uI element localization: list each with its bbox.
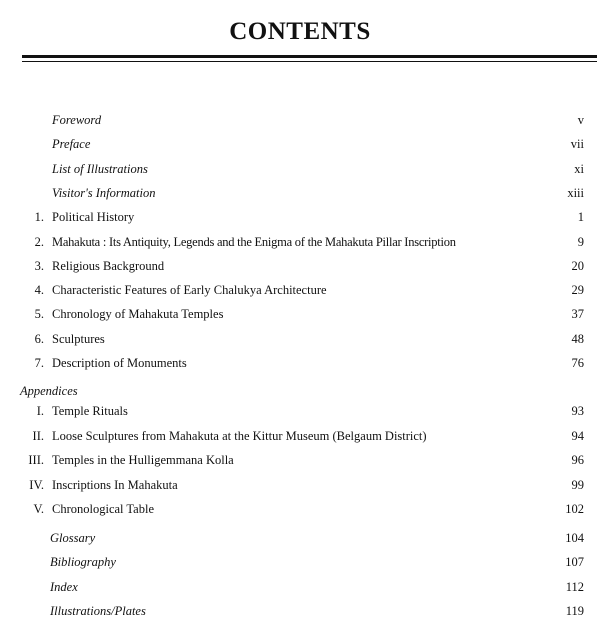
toc-entry-page: 104 xyxy=(565,531,584,545)
toc-appendix-number: IV. xyxy=(29,478,44,492)
toc-chapter-number: 3. xyxy=(34,259,44,273)
toc-entry-label: Preface xyxy=(52,137,91,151)
toc-entry-page: xi xyxy=(574,162,584,176)
toc-chapter-label: Sculptures xyxy=(52,332,105,346)
toc-chapter-page: 29 xyxy=(571,283,584,297)
toc-chapter-label: Characteristic Features of Early Chalukya Architecture xyxy=(52,283,327,297)
toc-entry-label: Visitor's Information xyxy=(52,186,156,200)
title-rule-thick xyxy=(22,55,597,58)
toc-chapter-label: Political History xyxy=(52,210,135,224)
toc-chapter-number: 7. xyxy=(34,356,44,370)
toc-entry-page: vii xyxy=(570,137,584,151)
toc-appendix-label: Temple Rituals xyxy=(52,404,128,418)
toc-entry-preface xyxy=(0,134,600,154)
toc-entry-page: xiii xyxy=(567,186,584,200)
toc-entry-label: Index xyxy=(50,580,78,594)
toc-entry-page: 107 xyxy=(565,555,584,569)
toc-entry-page: 112 xyxy=(565,580,584,594)
toc-entry-label: Illustrations/Plates xyxy=(50,604,146,618)
toc-appendix-number: III. xyxy=(28,453,44,467)
toc-entry-page: 119 xyxy=(565,604,584,618)
toc-chapter-label: Chronology of Mahakuta Temples xyxy=(52,307,224,321)
toc-chapter-page: 20 xyxy=(571,259,584,273)
toc-appendix-4 xyxy=(0,475,600,495)
toc-entry-visitors-information xyxy=(0,183,600,203)
toc-appendix-number: V. xyxy=(33,502,44,516)
toc-chapter-label: Religious Background xyxy=(52,259,165,273)
toc-appendix-5 xyxy=(0,499,600,519)
toc-appendix-label: Loose Sculptures from Mahakuta at the Kittur Museum (Belgaum District) xyxy=(52,429,427,443)
toc-appendix-page: 93 xyxy=(571,404,584,418)
toc-appendix-page: 96 xyxy=(571,453,584,467)
toc-entry-index xyxy=(0,577,600,597)
toc-entry-bibliography xyxy=(0,552,600,572)
toc-chapter-label: Mahakuta : Its Antiquity, Legends and the Enigma of the Mahakuta Pillar Inscription xyxy=(52,235,456,249)
toc-chapter-6 xyxy=(0,329,600,349)
toc-entry-label: Bibliography xyxy=(50,555,116,569)
toc-appendix-number: I. xyxy=(36,404,44,418)
toc-appendix-2 xyxy=(0,426,600,446)
appendices-heading: Appendices xyxy=(20,384,78,398)
toc-chapter-2 xyxy=(0,232,600,252)
toc-appendix-page: 99 xyxy=(571,478,584,492)
toc-chapter-7 xyxy=(0,353,600,373)
toc-chapter-5 xyxy=(0,304,600,324)
toc-chapter-page: 9 xyxy=(577,235,584,249)
toc-chapter-page: 1 xyxy=(577,210,584,224)
toc-entry-page: v xyxy=(577,113,584,127)
toc-entry-label: List of Illustrations xyxy=(52,162,148,176)
toc-entry-list-of-illustrations xyxy=(0,159,600,179)
toc-appendix-label: Temples in the Hulligemmana Kolla xyxy=(52,453,234,467)
toc-entry-illustrations-plates xyxy=(0,601,600,621)
toc-chapter-3 xyxy=(0,256,600,276)
toc-chapter-page: 76 xyxy=(571,356,584,370)
toc-chapter-label: Description of Monuments xyxy=(52,356,187,370)
toc-appendix-number: II. xyxy=(32,429,44,443)
toc-chapter-4 xyxy=(0,280,600,300)
toc-chapter-page: 48 xyxy=(571,332,584,346)
toc-chapter-number: 6. xyxy=(34,332,44,346)
toc-entry-glossary xyxy=(0,528,600,548)
title-rule-thin xyxy=(22,61,597,62)
toc-entry-label: Foreword xyxy=(52,113,102,127)
toc-chapter-number: 5. xyxy=(34,307,44,321)
toc-appendix-1 xyxy=(0,401,600,421)
toc-appendix-3 xyxy=(0,450,600,470)
toc-chapter-number: 4. xyxy=(34,283,44,297)
toc-entry-label: Glossary xyxy=(50,531,96,545)
page-title: CONTENTS xyxy=(229,18,371,45)
toc-chapter-1 xyxy=(0,207,600,227)
toc-appendix-page: 94 xyxy=(571,429,584,443)
toc-entry-foreword xyxy=(0,110,600,130)
toc-chapter-number: 2. xyxy=(34,235,44,249)
toc-appendix-label: Inscriptions In Mahakuta xyxy=(52,478,178,492)
toc-chapter-page: 37 xyxy=(571,307,584,321)
toc-chapter-number: 1. xyxy=(34,210,44,224)
toc-appendix-label: Chronological Table xyxy=(52,502,154,516)
toc-appendix-page: 102 xyxy=(565,502,584,516)
